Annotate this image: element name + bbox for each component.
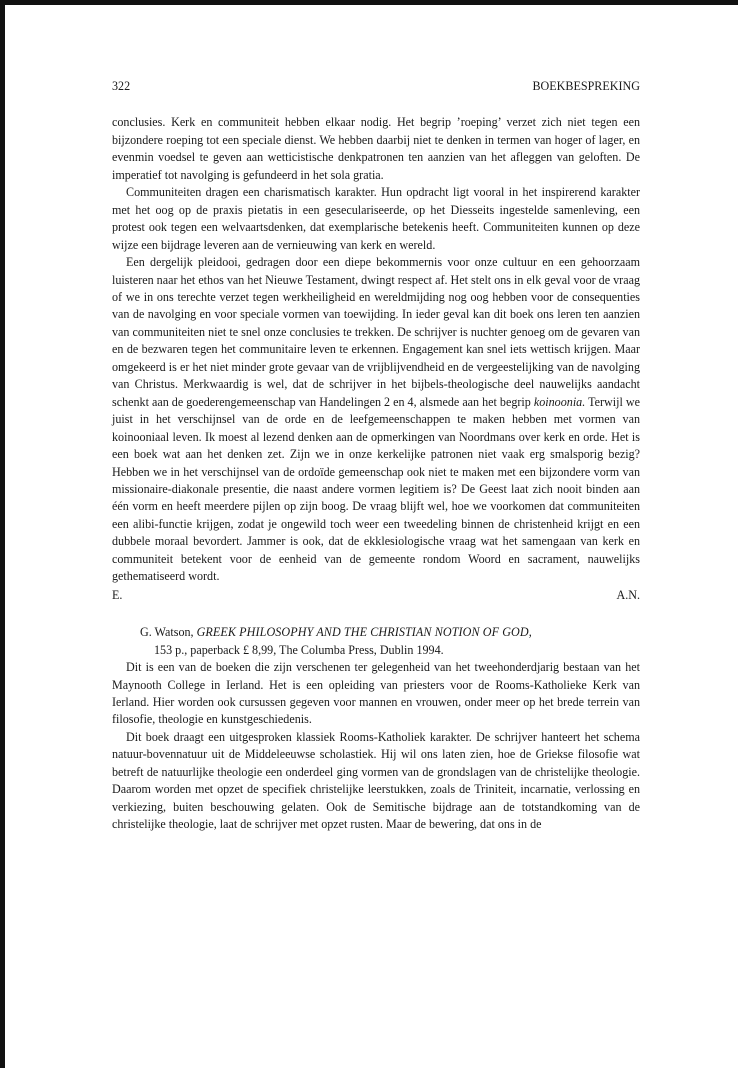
scan-border-left [0,0,5,1068]
signature-initials: A.N. [616,587,640,602]
italic-term: koinoonia. [533,394,586,409]
scan-border-top [0,0,738,5]
paragraph: Dit boek draagt een uitgesproken klassiek Rooms-Katholiek karakter. De schrijver hanteert het schema natuur-bovennatuur uit de Middeleeuwse scholastiek. Hij wil ons laten zien, hoe de Griekse filosofie wat betreft de natuurlijke theologie een onderdeel ging vormen van de grondslagen van de christelijke theologie. Daarom worden met opzet de specifiek christelijke leerstukken, zoals de Triniteit, incarnatie, verlossing en verkiezing, buiten beschouwing gelaten. Ook de Semitische bijdrage aan de totstandkoming van de christelijke theologie, laat de schrijver met opzet rusten. Maar de bewering, dat ons in de [112,729,640,832]
paragraph-text: Terwijl we juist in het verschijnsel van de orde en de leefgemeenschappen te maken hebben met vormen van koinooniaal leven. Ik moest al lezend denken aan de opmerkingen van Noordmans over kerk en orde. Het is een boek wat aan het denken zet. Zijn we in onze kerkelijke patronen niet vaak erg smalsporig bezig? Hebben we in het verschijnsel van de ordoïde gemeenschap ook niet te maken met een bijzondere vorm van missionaire-diakonale presentie, die naast andere vormen legitiem is? De Geest laat zich nooit binden aan één vorm en heeft meerdere pijlen op zijn boog. De vraag blijft wel, hoe we voorkomen dat communiteiten een alibi-functie krijgen, zodat je ongewild toch weer een tweedeling binnen de christenheid krijgt en een dubbele moraal bevordert. Jammer is ook, dat de ekklesiologische vraag wat het samengaan van kerk en communiteit betekent voor de eenheid van de gemeente rondom Woord en sacrament, nauwelijks gethematiseerd wordt. [112,394,640,584]
signature-place: E. [112,587,123,602]
section-title: BOEKBESPREKING [532,79,640,93]
paragraph-text: Een dergelijk pleidooi, gedragen door een diepe bekommernis voor onze cultuur en een gehoorzaam luisteren naar het ethos van het Nieuwe Testament, dwingt respect af. Het stelt ons in elk geval voor de vraag of we in ons terechte verzet tegen werkheiligheid en wereldmijding nog oog hebben voor de consequenties van de navolging en voor speciale vormen van toewijding. In ieder geval kan dit boek ons leren ten aanzien van communiteiten niet te snel onze conclusies te trekken. De schrijver is nuchter genoeg om de gevaren van en de bezwaren tegen het communitaire leven te erkennen. Engagement kan snel iets wettisch krijgen. Maar omgekeerd is er het niet minder grote gevaar van de vrijblijvendheid en de vergeestelijking van de navolging van Christus. Merkwaardig is wel, dat de schrijver in het bijbels-theologische deel nauwelijks aandacht schenkt aan de goederengemeenschap van Handelingen 2 en 4, alsmede aan het begrip [112,255,640,409]
paragraph [112,254,640,586]
page-number: 322 [112,79,131,93]
book-page [112,78,640,834]
review-signature [112,587,640,604]
book-publication-info: 153 p., paperback £ 8,99, The Columba Press, Dublin 1994. [154,642,444,657]
paragraph: Communiteiten dragen een charismatisch karakter. Hun opdracht ligt vooral in het inspirerend karakter met het oog op de praxis pietatis in een geseculariseerde, op het Diesseits ingestelde samenleving, een protest ook tegen een welvaartsdenken, dat exemplarische betekenis heeft. Communiteiten kunnen op deze wijze een bijdrage leveren aan de vernieuwing van kerk en wereld. [112,185,640,252]
review-heading [112,624,640,659]
paragraph: conclusies. Kerk en communiteit hebben elkaar nodig. Het begrip ’roeping’ verzet zich niet tegen een bijzondere roeping tot een speciale dienst. We hebben daarbij niet te denken in termen van hoger of lager, en evenmin voedsel te geven aan wetticistische denkpatronen ten aanzien van het afleggen van geloften. De imperatief tot navolging is gefundeerd in het sola gratia. [112,115,640,182]
paragraph: Dit is een van de boeken die zijn verschenen ter gelegenheid van het tweehonderdjarig bestaan van het Maynooth College in Ierland. Het is een opleiding van priesters voor de Rooms-Katholieke Kerk van Ierland. Hier worden ook cursussen gegeven voor mannen en vrouwen, onder meer op het brede terrein van filosofie, theologie en kunstgeschiedenis. [112,660,640,727]
book-author: G. Watson, [140,625,194,640]
book-title: GREEK PHILOSOPHY AND THE CHRISTIAN NOTION OF GOD, [196,625,532,640]
running-header [112,78,640,95]
